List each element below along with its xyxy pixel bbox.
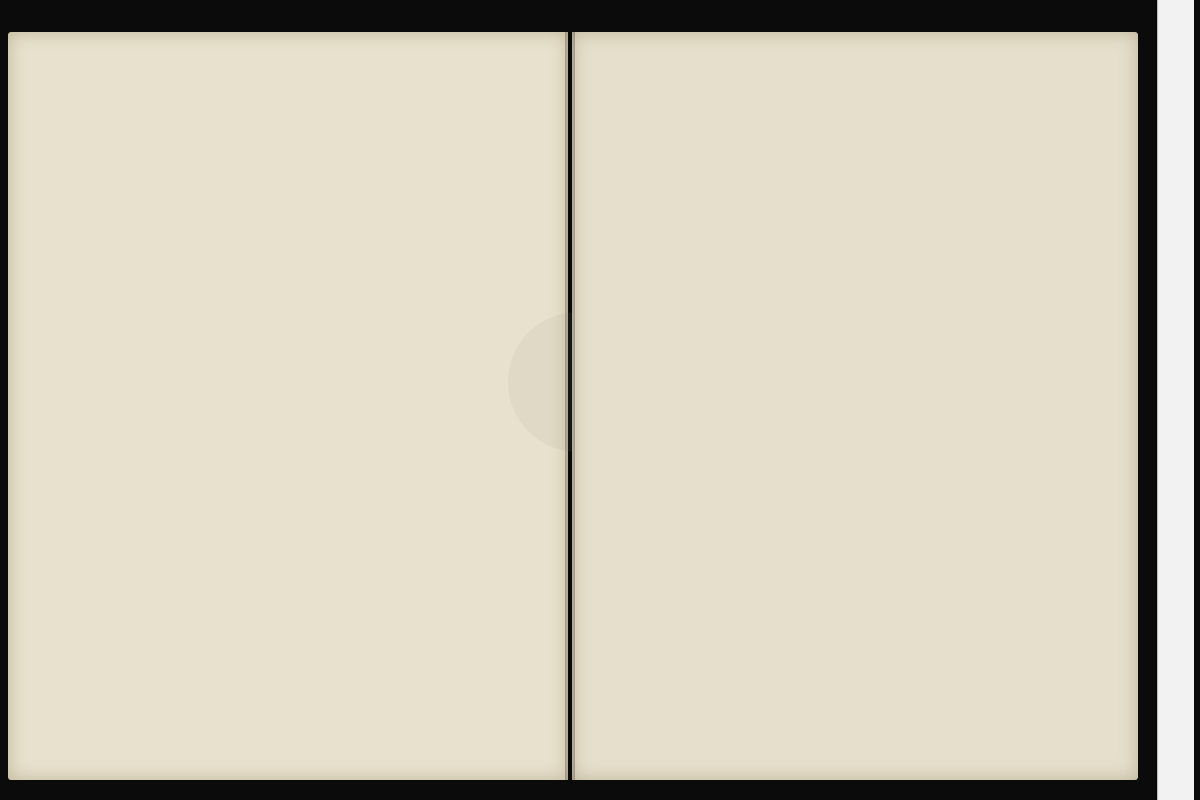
right-page [572,32,1138,780]
book-gutter [565,32,575,780]
left-page [8,32,568,780]
scale-ruler [1157,0,1194,800]
